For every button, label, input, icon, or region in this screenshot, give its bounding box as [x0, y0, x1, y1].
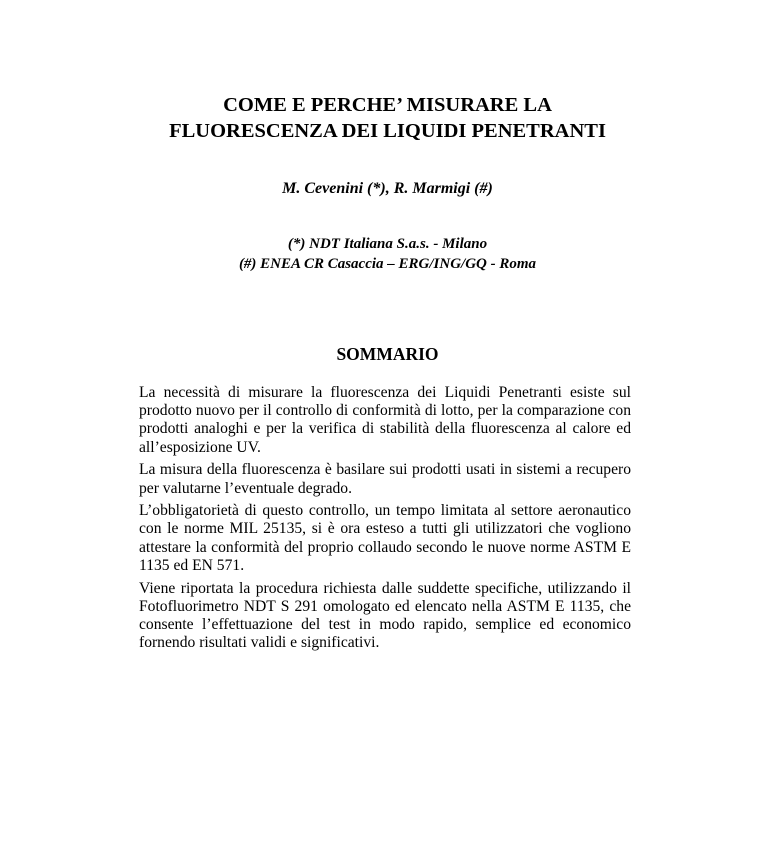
authors: M. Cevenini (*), R. Marmigi (#) [282, 180, 493, 197]
paragraph: La necessità di misurare la fluorescenza dei Liquidi Penetranti esiste sul prodotto nuovo per il controllo di conformità di lotto, per la comparazione con prodotti analoghi e per la verifica di stabilità della fluorescenza al calore ed all’esposizione UV. [139, 384, 631, 456]
title-line: FLUORESCENZA DEI LIQUIDI PENETRANTI [169, 120, 606, 142]
affiliation: (#) ENEA CR Casaccia – ERG/ING/GQ - Roma [238, 256, 537, 272]
paragraph: L’obbligatorietà di questo controllo, un tempo limitata al settore aeronautico con le norme MIL 25135, si è ora esteso a tutti gli utilizzatori che vogliono attestare la conformità del proprio collaudo secondo le nuove norme ASTM E 1135 ed EN 571. [139, 502, 631, 574]
title-line: COME E PERCHE’ MISURARE LA [223, 94, 552, 116]
section-heading: SOMMARIO [336, 344, 439, 364]
paragraph: La misura della fluorescenza è basilare sui prodotti usati in sistemi a recupero per valutarne l’eventuale degrado. [139, 461, 631, 497]
paragraph: Viene riportata la procedura richiesta dalle suddette specifiche, utilizzando il Fotofluorimetro NDT S 291 omologato ed elencato nella ASTM E 1135, che consente l’effettuazione del test in modo rapido, semplice ed economico fornendo risultati validi e significativi. [139, 579, 631, 652]
abstract-body [139, 384, 631, 657]
document-title [0, 92, 775, 144]
affiliation: (*) NDT Italiana S.a.s. - Milano [287, 236, 488, 252]
affiliations [0, 234, 775, 274]
